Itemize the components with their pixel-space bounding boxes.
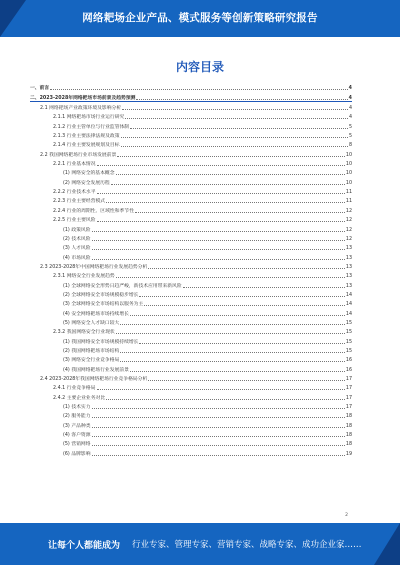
toc-dot-leader [116, 332, 345, 334]
toc-dot-leader [120, 351, 345, 353]
toc-entry[interactable] [30, 363, 352, 372]
toc-entry-page: 13 [345, 283, 352, 289]
toc-entry-label: (4) 我国网络耙场行业发展前景 [63, 367, 129, 373]
toc-entry-page: 12 [345, 218, 352, 224]
toc-entry[interactable] [30, 251, 352, 260]
toc-entry[interactable] [30, 130, 352, 139]
toc-entry-page: 13 [345, 255, 352, 261]
toc-dot-leader [92, 444, 345, 446]
toc-dot-leader [97, 164, 345, 166]
toc-entry-label: 2.2.5 行业主要风险 [53, 218, 96, 224]
toc-entry-label: (5) 网络安全人才缺口较大 [63, 320, 120, 326]
toc-dot-leader [148, 379, 345, 381]
toc-entry-page: 12 [345, 227, 352, 233]
toc-entry-label: 一、前言 [30, 86, 50, 92]
toc-entry[interactable] [30, 298, 352, 307]
page-number: 2 [345, 513, 348, 518]
toc-dot-leader [50, 88, 347, 90]
toc-entry[interactable] [30, 326, 352, 335]
toc-dot-leader [97, 388, 345, 390]
toc-entry-label: (4) 市场风险 [63, 255, 91, 261]
toc-dot-leader [183, 286, 345, 288]
toc-entry-label: (1) 我国网络安全市场规模持续增长 [63, 339, 139, 345]
toc-entry-label: (1) 政策风险 [63, 227, 91, 233]
footer-slogan-right: 行业专家、管理专家、营销专家、战略专家、成功企业家…… [132, 540, 362, 550]
toc-entry[interactable] [30, 429, 352, 438]
toc-entry-page: 19 [345, 451, 352, 457]
toc-entry-label: 2.2.1 行业基本情况 [53, 162, 96, 168]
toc-entry-label: 2.4.1 行业竞争格局 [53, 386, 96, 392]
toc-entry[interactable] [30, 195, 352, 204]
toc-entry-label: (5) 营销网络 [63, 442, 91, 448]
toc-entry-page: 13 [345, 264, 352, 270]
toc-entry[interactable] [30, 382, 352, 391]
toc-dot-leader [120, 323, 345, 325]
toc-entry-page: 14 [345, 292, 352, 298]
toc-entry-page: 16 [345, 367, 352, 373]
toc-entry-label: (3) 全球网络安全市场结构以服务为主 [63, 302, 144, 308]
toc-entry-page: 13 [345, 246, 352, 252]
toc-entry-page: 10 [345, 162, 352, 168]
toc-entry[interactable] [30, 401, 352, 410]
toc-dot-leader [117, 155, 345, 157]
toc-entry-label: 2.2 我国网络耙场行业市场发展前景 [40, 152, 117, 158]
toc-entry-page: 15 [345, 348, 352, 354]
toc-entry-page: 11 [345, 190, 352, 196]
toc-dot-leader [106, 201, 345, 203]
toc-entry-label: (2) 网络安全发展历程 [63, 180, 110, 186]
toc-entry[interactable] [30, 214, 352, 223]
toc-entry[interactable] [30, 270, 352, 279]
toc-entry[interactable] [30, 391, 352, 400]
toc-entry-label: (4) 客户资源 [63, 433, 91, 439]
toc-dot-leader [130, 370, 345, 372]
toc-entry[interactable] [30, 167, 352, 176]
toc-entry-label: (3) 人才风险 [63, 246, 91, 252]
footer-slogan-left: 让每个人都能成为 [48, 541, 121, 551]
toc-entry[interactable] [30, 120, 352, 129]
toc-entry[interactable] [30, 102, 352, 111]
toc-entry-page: 15 [345, 320, 352, 326]
toc-entry[interactable] [30, 438, 352, 447]
toc-entry-page: 18 [345, 433, 352, 439]
toc-dot-leader [92, 258, 345, 260]
toc-entry[interactable] [30, 354, 352, 363]
toc-entry-label: 2.3.1 网络安全行业发展趋势 [53, 274, 115, 280]
toc-entry-label: 2.2.2 行业技术水平 [53, 190, 96, 196]
toc-entry-label: (1) 技术实力 [63, 405, 91, 411]
toc-entry[interactable] [30, 223, 352, 232]
toc-dot-leader [92, 454, 345, 456]
toc-entry-label: 2.1.2 行业主管单位与行业监管体制 [53, 124, 130, 130]
toc-entry[interactable] [30, 139, 352, 148]
toc-entry[interactable] [30, 335, 352, 344]
toc-dot-leader [92, 407, 345, 409]
toc-dot-leader [92, 239, 345, 241]
toc-entry[interactable] [30, 289, 352, 298]
toc-entry-page: 18 [345, 423, 352, 429]
toc-entry-page: 15 [345, 330, 352, 336]
toc-entry-page: 13 [345, 274, 352, 280]
toc-entry-label: 2.1.3 行业主要法律法规及政策 [53, 134, 120, 140]
toc-entry-label: (1) 网络安全的基本概念 [63, 171, 115, 177]
toc-entry[interactable] [30, 186, 352, 195]
toc-dot-leader [130, 314, 345, 316]
toc-entry-label: 2.3 2023-2028年中国网络耙场行业发展趋势分析 [40, 264, 148, 270]
toc-dot-leader [111, 183, 345, 185]
toc-entry-label: 2.2.3 行业主要经营模式 [53, 199, 106, 205]
toc-entry-page: 15 [345, 339, 352, 345]
toc-entry-label: (1) 全球网络安全形势日趋严峻，新技术应用带来新风险 [63, 283, 182, 289]
toc-entry-label: 2.2.4 行业的周期性、区域性和季节性 [53, 208, 134, 214]
toc-entry-page: 10 [345, 180, 352, 186]
toc-dot-leader [116, 173, 345, 175]
toc-entry-page: 18 [345, 414, 352, 420]
toc-entry-page: 17 [345, 395, 352, 401]
toc-entry-label: (4) 安全网络耙场市场持续增长 [63, 311, 129, 317]
toc-entry[interactable] [30, 148, 352, 157]
toc-dot-leader [116, 276, 345, 278]
toc-entry-label: 2.4.2 主要企业业务对比 [53, 395, 106, 401]
toc-entry-page: 10 [345, 171, 352, 177]
toc-entry[interactable] [30, 345, 352, 354]
table-of-contents [30, 82, 352, 457]
toc-entry[interactable] [30, 410, 352, 419]
toc-entry[interactable] [30, 111, 352, 120]
footer-corner-decoration [374, 523, 400, 565]
toc-entry[interactable] [30, 158, 352, 167]
toc-entry-label: 2.4 2023-2028年我国网络耙场行业竞争格局分析 [40, 377, 148, 382]
toc-entry-page: 4 [348, 106, 352, 112]
toc-dot-leader [139, 295, 344, 297]
toc-entry[interactable] [30, 82, 352, 91]
toc-entry[interactable] [30, 279, 352, 288]
toc-entry-page: 5 [348, 124, 352, 130]
toc-dot-leader [135, 211, 345, 213]
toc-entry[interactable] [30, 317, 352, 326]
toc-entry-page: 18 [345, 442, 352, 448]
toc-dot-leader [120, 360, 345, 362]
toc-dot-leader [92, 248, 345, 250]
toc-entry-label: (2) 全球网络安全市场规模稳步增长 [63, 292, 139, 298]
toc-entry-label: 2.1.4 行业主要发展规划及目标 [53, 143, 120, 149]
toc-entry-label: 2.1.1 网络耙场市场行业运行研究 [53, 115, 125, 121]
toc-entry-page: 12 [345, 208, 352, 214]
toc-dot-leader [139, 342, 344, 344]
toc-entry-label: (6) 品牌影响 [63, 451, 91, 457]
toc-entry-page: 11 [345, 199, 352, 205]
toc-entry[interactable] [30, 242, 352, 251]
toc-dot-leader [148, 267, 345, 269]
toc-dot-leader [92, 416, 345, 418]
toc-entry-page: 16 [345, 358, 352, 364]
toc-heading: 内容目录 [175, 60, 224, 74]
toc-entry-label: (2) 我国网络耙场市场结构 [63, 348, 120, 354]
toc-dot-leader [125, 117, 348, 119]
toc-entry-page: 10 [345, 152, 352, 158]
toc-dot-leader [130, 127, 348, 129]
toc-dot-leader [106, 398, 345, 400]
toc-entry[interactable] [30, 204, 352, 213]
toc-dot-leader [92, 426, 345, 428]
report-footer [0, 523, 400, 565]
toc-entry[interactable] [30, 176, 352, 185]
toc-entry[interactable] [30, 261, 352, 270]
toc-entry[interactable] [30, 91, 352, 101]
toc-entry-page: 4 [348, 86, 352, 92]
toc-entry-page: 14 [345, 311, 352, 317]
toc-entry-page: 12 [345, 236, 352, 242]
toc-entry[interactable] [30, 307, 352, 316]
toc-entry-label: (2) 服务能力 [63, 414, 91, 420]
toc-entry-page: 4 [348, 95, 352, 101]
toc-dot-leader [121, 136, 348, 138]
toc-entry-page: 5 [348, 134, 352, 140]
toc-dot-leader [92, 435, 345, 437]
toc-entry[interactable] [30, 419, 352, 428]
toc-entry[interactable] [30, 233, 352, 242]
toc-entry-page: 17 [345, 405, 352, 411]
toc-dot-leader [144, 304, 345, 306]
toc-entry-page: 17 [345, 377, 352, 382]
toc-entry-page: 8 [348, 143, 352, 149]
toc-entry-label: (3) 产品种类 [63, 423, 91, 429]
toc-entry-page: 14 [345, 302, 352, 308]
toc-dot-leader [92, 230, 345, 232]
toc-dot-leader [136, 98, 347, 100]
toc-entry-label: (3) 网络安全行业竞争格局 [63, 358, 120, 364]
report-header [0, 0, 400, 37]
toc-entry-page: 4 [348, 115, 352, 121]
toc-entry-label: (2) 技术风险 [63, 236, 91, 242]
toc-entry[interactable] [30, 447, 352, 456]
toc-dot-leader [121, 145, 348, 147]
toc-dot-leader [97, 192, 345, 194]
toc-dot-leader [122, 108, 348, 110]
toc-entry-label: 2.3.2 我国网络安全行业现状 [53, 330, 115, 336]
toc-entry-label: 二、2023-2028年网络耙场市场前景及趋势预测 [30, 95, 136, 101]
toc-dot-leader [97, 220, 345, 222]
toc-entry[interactable] [30, 373, 352, 382]
toc-entry-label: 2.1 网络耙场产业政策环境及影响分析 [40, 106, 122, 112]
toc-entry-page: 17 [345, 386, 352, 392]
report-title: 网络耙场企业产品、模式服务等创新策略研究报告 [82, 12, 318, 24]
